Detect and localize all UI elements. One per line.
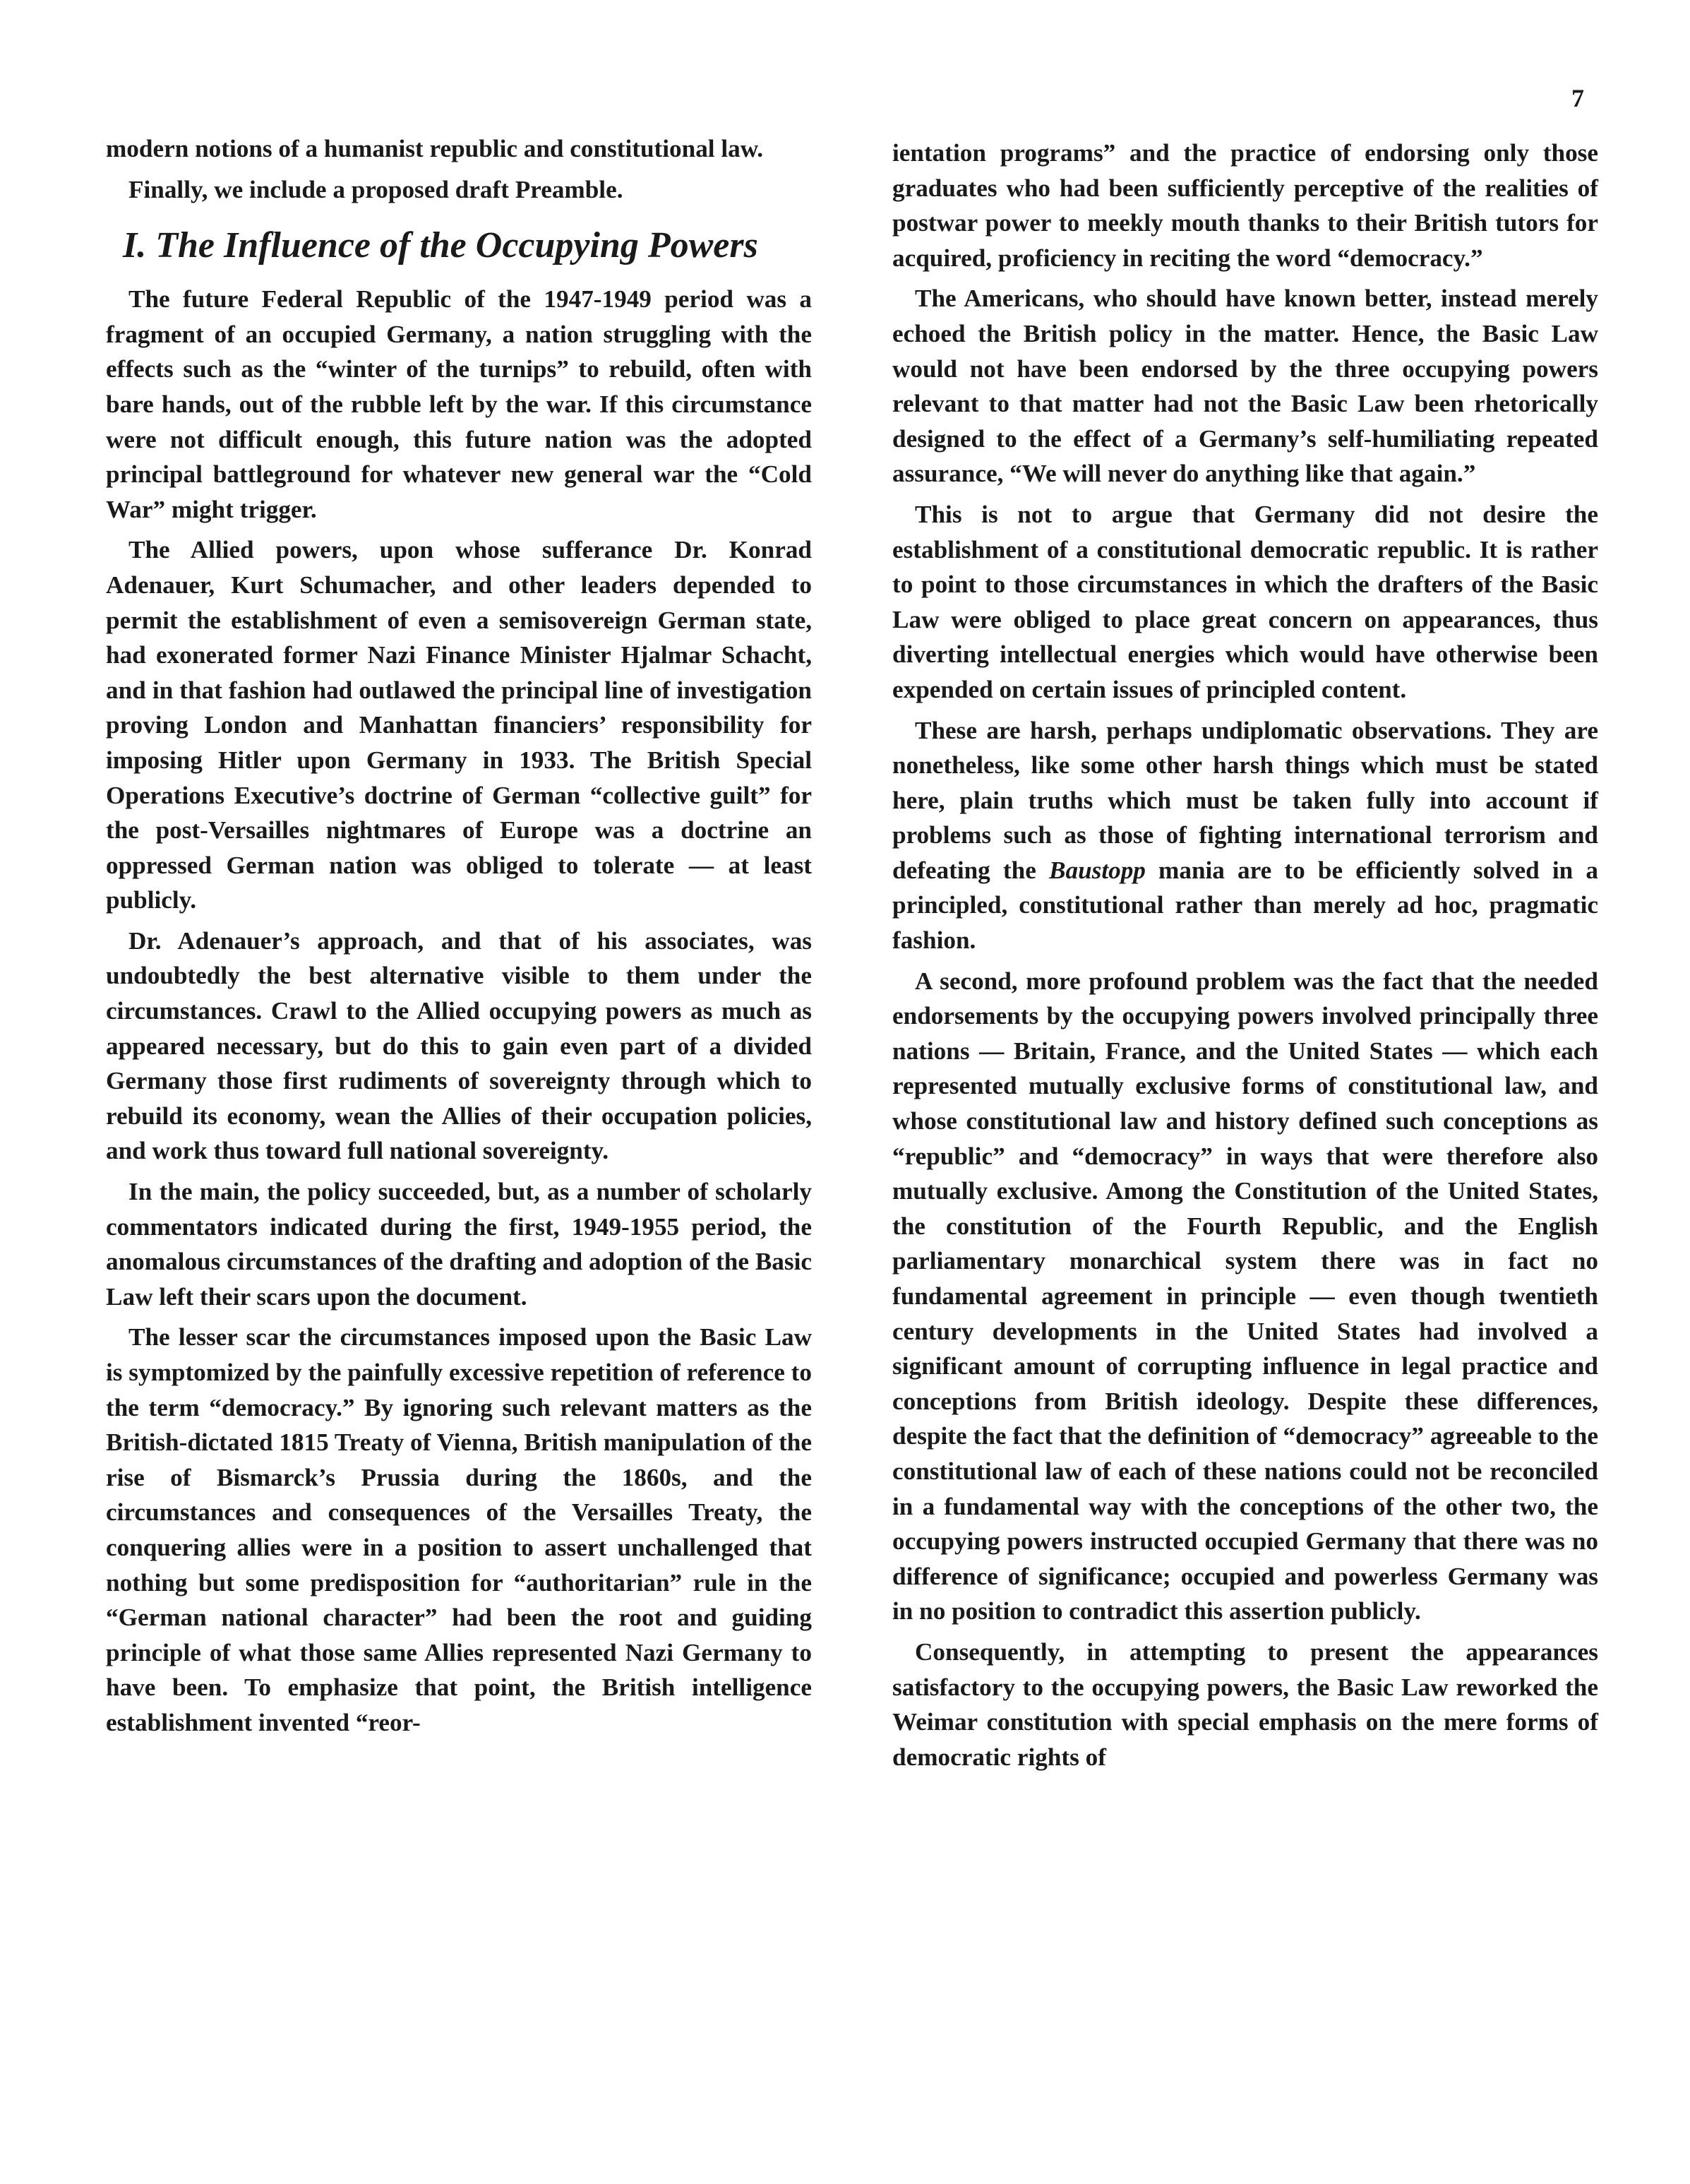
section-heading: I. The Influence of the Occupying Powers <box>123 225 758 266</box>
page-number: 7 <box>1571 84 1584 112</box>
paragraph: This is not to argue that Germany did not desire the establishment of a constitutional democratic republic. It is rather to point to those circumstances in which the drafters of the Basic Law were obliged to place great concern on appearances, thus diverting intellectual energies which would have otherwise been expended on certain issues of principled content. <box>892 500 1598 703</box>
paragraph <box>892 713 1598 958</box>
paragraph: The lesser scar the circumstances imposed upon the Basic Law is symptomized by the painfully excessive repetition of reference to the term “democracy.” By ignoring such relevant matters as the British-dictated 1815 Treaty of Vienna, British manipulation of the rise of Bismarck’s Prussia during the 1860s, and the circumstances and consequences of the Versailles Treaty, the conquering allies were in a position to assert unchallenged that nothing but some predisposition for “authoritarian” rule in the “German national character” had been the root and guiding principle of what those same Allies represented Nazi Germany to have been. To emphasize that point, the British intelligence establishment invented “reor- <box>106 1323 812 1736</box>
paragraph-continued: modern notions of a humanist republic and constitutional law. <box>106 135 764 162</box>
paragraph-text: These are harsh, perhaps undiplomatic observations. They are nonetheless, like some other harsh things which must be stated here, plain truths which must be taken fully into account if problems such as those of fighting international terrorism and defeating the <box>892 716 1598 884</box>
left-column <box>106 131 812 1746</box>
paragraph-text: mania are to be efficiently solved in a principled, constitutional rather than merely ad hoc, pragmatic fashion. <box>892 856 1598 955</box>
emphasized-term: Baustopp <box>1049 856 1146 884</box>
paragraph: Finally, we include a proposed draft Preamble. <box>128 175 623 203</box>
paragraph: Consequently, in attempting to present the appearances satisfactory to the occupying powers, the Basic Law reworked the Weimar constitution with special emphasis on the mere forms of democratic rights of <box>892 1637 1598 1771</box>
right-column <box>892 136 1598 1780</box>
paragraph: The Allied powers, upon whose sufferance Dr. Konrad Adenauer, Kurt Schumacher, and other leaders depended to permit the establishment of even a semisovereign German state, had exonerated former Nazi Finance Minister Hjalmar Schacht, and in that fashion had outlawed the principal line of investigation proving London and Manhattan financiers’ responsibility for imposing Hitler upon Germany in 1933. The British Special Operations Executive’s doctrine of German “collective guilt” for the post-Versailles nightmares of Europe was a doctrine an oppressed German nation was obliged to tolerate — at least publicly. <box>106 536 812 914</box>
paragraph: In the main, the policy succeeded, but, as a number of scholarly commentators indicated during the first, 1949-1955 period, the anomalous circumstances of the drafting and adoption of the Basic Law left their scars upon the document. <box>106 1178 812 1311</box>
paragraph-continued: ientation programs” and the practice of endorsing only those graduates who had been sufficiently perceptive of the realities of postwar power to meekly mouth thanks to their British tutors for acquired, proficiency in reciting the word “democracy.” <box>892 139 1598 272</box>
paragraph: The future Federal Republic of the 1947-1949 period was a fragment of an occupied Germany, a nation struggling with the effects such as the “winter of the turnips” to rebuild, often with bare hands, out of the rubble left by the war. If this circumstance were not difficult enough, this future nation was the adopted principal battleground for whatever new general war the “Cold War” might trigger. <box>106 285 812 523</box>
paragraph: Dr. Adenauer’s approach, and that of his associates, was undoubtedly the best alternative visible to them under the circumstances. Crawl to the Allied occupying powers as much as appeared necessary, but do this to gain even part of a divided Germany those first rudiments of sovereignty through which to rebuild its economy, wean the Allies of their occupation policies, and work thus toward full national sovereignty. <box>106 926 812 1165</box>
paragraph: A second, more profound problem was the fact that the needed endorsements by the occupying powers involved principally three nations — Britain, France, and the United States — which each represented mutually exclusive forms of constitutional law, and whose constitutional law and history defined such conceptions as “republic” and “democracy” in ways that were therefore also mutually exclusive. Among the Constitution of the United States, the constitution of the Fourth Republic, and the English parliamentary monarchical system there was in fact no fundamental agreement in principle — even though twentieth century developments in the United States had involved a significant amount of corrupting influence in legal practice and conceptions from British ideology. Despite these differences, despite the fact that the definition of “democracy” agreeable to the constitutional law of each of these nations could not be reconciled in a fundamental way with the conceptions of the other two, the occupying powers instructed occupied Germany that there was no difference of significance; occupied and powerless Germany was in no position to contradict this assertion publicly. <box>892 967 1598 1625</box>
paragraph: The Americans, who should have known better, instead merely echoed the British policy in the matter. Hence, the Basic Law would not have been endorsed by the three occupying powers relevant to that matter had not the Basic Law been rhetorically designed to the effect of a Germany’s self-humiliating repeated assurance, “We will never do anything like that again.” <box>892 285 1598 488</box>
